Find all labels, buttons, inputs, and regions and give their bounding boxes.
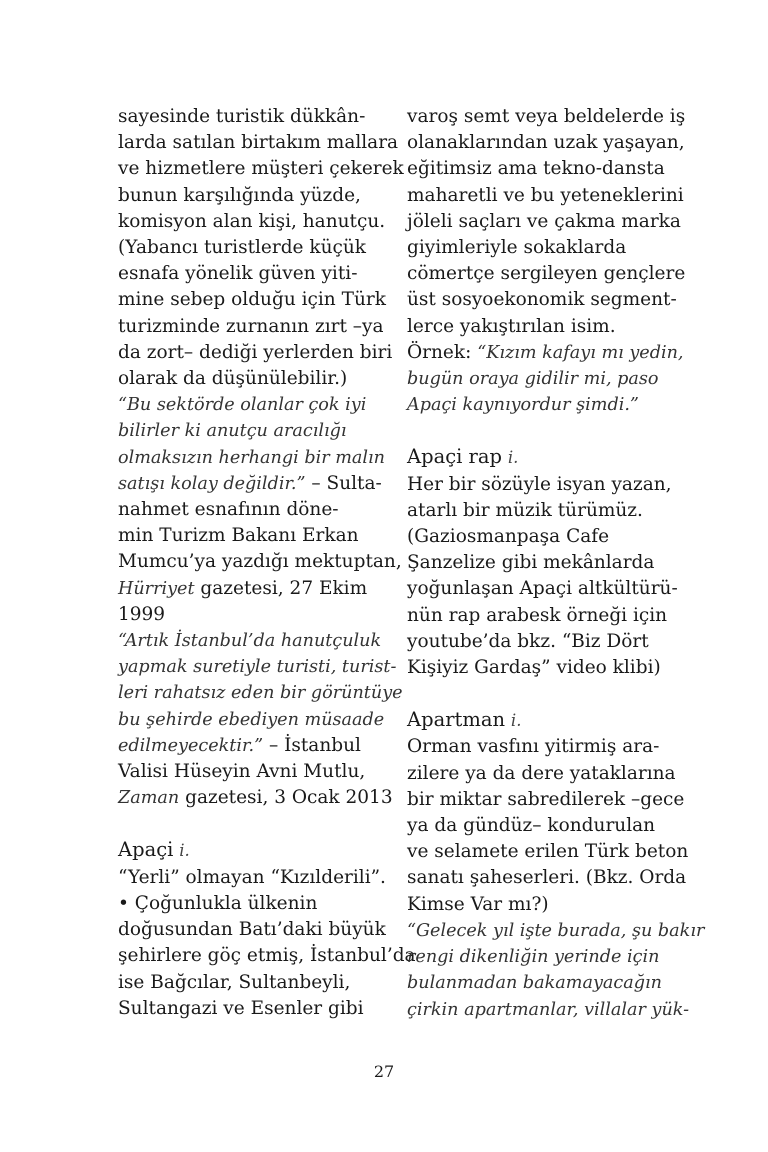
text-line: komisyon alan kişi, hanutçu. [118, 210, 386, 232]
text-line: maharetli ve bu yeteneklerini [407, 184, 684, 206]
part-of-speech: i. [510, 711, 522, 731]
text-line [118, 576, 390, 602]
text-line: (Yabancı turistlerde küçük [118, 237, 366, 259]
text-line: Valisi Hüseyin Avni Mutlu, [118, 761, 366, 783]
quote-line: “Artık İstanbul’da hanutçuluk [118, 631, 382, 652]
right-column [407, 104, 705, 1023]
text-line: Şanzelize gibi mekânlarda [407, 552, 655, 574]
text-line: doğusundan Batı’daki büyük [118, 919, 386, 941]
entry-gap [118, 811, 390, 837]
dictionary-headword [407, 707, 665, 734]
text-line: olarak da düşünülebilir.) [118, 368, 348, 390]
part-of-speech: i. [507, 448, 519, 468]
text-line: min Turizm Bakanı Erkan [118, 525, 359, 547]
headword-term: Apaçi [118, 838, 174, 862]
entry-gap [407, 418, 665, 444]
italic-segment: Hürriyet [118, 578, 195, 599]
headword-term: Apaçi rap [407, 445, 502, 469]
text-line: esnafa yönelik güven yiti- [118, 263, 358, 285]
text-line: ise Bağcılar, Sultanbeyli, [118, 971, 351, 993]
text-line [118, 471, 390, 497]
text-line: Sultangazi ve Esenler gibi [118, 997, 364, 1019]
quote-line: bu şehirde ebediyen müsaade [118, 709, 385, 730]
quote-line: “Bu sektörde olanlar çok iyi [118, 395, 367, 416]
headword-term: Apartman [407, 708, 506, 732]
text-line: turizminde zurnanın zırt –ya [118, 315, 384, 337]
text-line: da zort– dediği yerlerden biri [118, 341, 393, 363]
text-line: yoğunlaşan Apaçi altkültürü- [407, 578, 678, 600]
text-line: (Gaziosmanpaşa Cafe [407, 526, 610, 548]
text-line: eğitimsiz ama tekno-dansta [407, 158, 665, 180]
text-line: 1999 [118, 603, 166, 625]
quote-line: bugün oraya gidilir mi, paso [407, 369, 659, 390]
italic-segment: satışı kolay değildir.” [118, 473, 306, 494]
left-column [118, 104, 416, 1022]
text-line: sanatı şaheserleri. (Bkz. Orda [407, 867, 687, 889]
text-segment: – Sulta- [305, 472, 382, 494]
text-line: varoş semt veya beldelerde iş [407, 106, 686, 127]
text-line: Kimse Var mı?) [407, 893, 549, 915]
quote-line: olmaksızın herhangi bir malın [118, 447, 385, 468]
text-line: şehirlere göç etmiş, İstanbul’da [118, 945, 416, 967]
text-line: lerce yakıştırılan isim. [407, 315, 616, 337]
text-line: zilere ya da dere yataklarına [407, 762, 676, 784]
text-line: nahmet esnafının döne- [118, 499, 339, 521]
text-line: mine sebep olduğu için Türk [118, 289, 386, 311]
text-line: üst sosyoekonomik segment- [407, 289, 677, 311]
quote-line: bulanmadan bakamayacağın [407, 973, 662, 994]
text-line: nün rap arabesk örneği için [407, 604, 668, 626]
text-line: ve hizmetlere müşteri çekerek [118, 158, 404, 180]
text-line: bir miktar sabredilerek –gece [407, 788, 685, 810]
part-of-speech: i. [179, 841, 190, 861]
text-line: jöleli saçları ve çakma marka [407, 210, 681, 232]
text-line: giyimleriyle sokaklarda [407, 237, 627, 259]
quote-line: yapmak suretiyle turisti, turist- [118, 657, 397, 678]
text-line: Her bir sözüyle isyan yazan, [407, 473, 672, 495]
text-segment: gazetesi, 27 Ekim [194, 577, 368, 599]
dictionary-headword [118, 837, 390, 864]
dictionary-headword [407, 444, 665, 471]
text-line: olanaklarından uzak yaşayan, [407, 132, 685, 154]
text-line: Mumcu’ya yazdığı mektuptan, [118, 551, 402, 573]
quote-line: Apaçi kaynıyordur şimdi.” [407, 395, 639, 416]
text-line: Orman vasfını yitirmiş ara- [407, 736, 660, 758]
page-number: 27 [373, 1062, 395, 1081]
text-line [118, 785, 393, 811]
text-line: Kişiyiz Gardaş” video klibi) [407, 657, 661, 679]
text-line: atarlı bir müzik türümüz. [407, 499, 643, 521]
quote-line: çirkin apartmanlar, villalar yük- [407, 999, 690, 1020]
text-segment: – İstanbul [263, 734, 361, 756]
text-line [118, 733, 390, 759]
italic-segment: Zaman [118, 788, 180, 809]
text-segment: gazetesi, 3 Ocak 2013 [179, 787, 393, 809]
italic-segment: edilmeyecektir.” [118, 735, 264, 756]
text-line: bunun karşılığında yüzde, [118, 184, 361, 206]
text-line: larda satılan birtakım mallara [118, 132, 399, 154]
text-line: “Yerli” olmayan “Kızılderili”. [118, 866, 386, 888]
quote-line: “Gelecek yıl işte burada, şu bakır [407, 920, 705, 941]
quote-line: rengi dikenliğin yerinde için [407, 947, 660, 968]
text-segment: Örnek: [407, 341, 478, 363]
text-line: ve selamete erilen Türk beton [407, 841, 689, 863]
text-line: ya da gündüz– kondurulan [407, 815, 656, 837]
text-line: sayesinde turistik dükkân- [118, 106, 366, 127]
text-line [407, 340, 684, 366]
text-line: cömertçe sergileyen gençlere [407, 263, 686, 285]
text-line: youtube’da bkz. “Biz Dört [407, 630, 649, 652]
entry-gap [407, 681, 665, 707]
italic-segment: “Kızım kafayı mı yedin, [477, 342, 684, 363]
text-line: • Çoğunlukla ülkenin [118, 892, 318, 914]
quote-line: leri rahatsız eden bir görüntüye [118, 683, 403, 704]
quote-line: bilirler ki anutçu aracılığı [118, 421, 347, 442]
